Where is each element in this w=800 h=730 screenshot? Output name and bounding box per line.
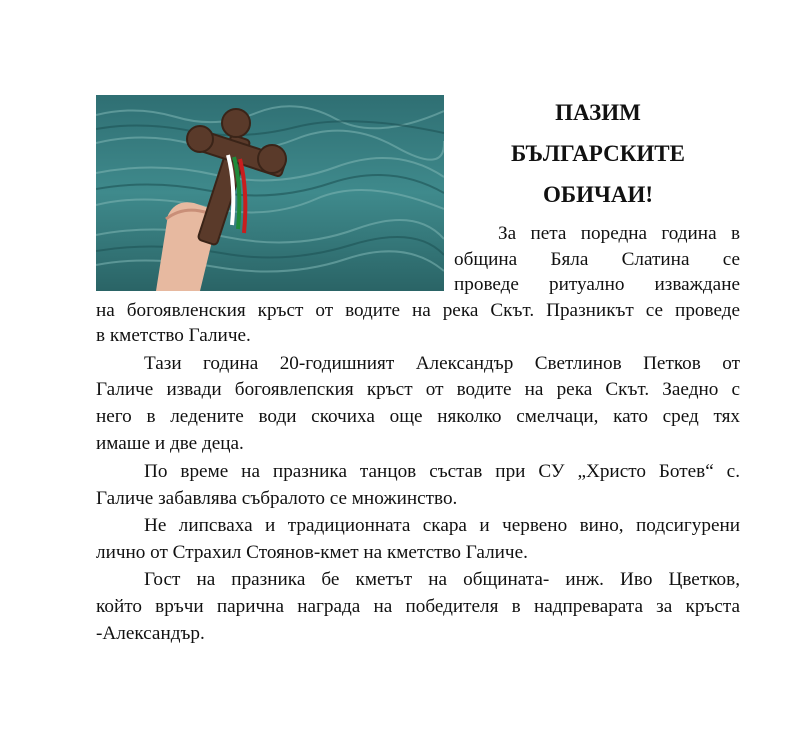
text-line: -Александър. (96, 623, 205, 644)
article-title (448, 92, 748, 215)
text-line: Гост на празника бе кметът на общината- инж. Иво Цветков, (144, 569, 740, 590)
title-line-3: ОБИЧАИ! (542, 182, 654, 207)
text-line: в кметство Галиче. (96, 325, 251, 346)
title-line-1: ПАЗИМ (555, 100, 641, 125)
text-line: него в ледените води скочиха още няколко смелчаци, като сред тях (96, 406, 740, 427)
text-line: По време на празника танцов състав при СУ „Христо Ботев“ с. (144, 461, 740, 482)
text-line: имаше и две деца. (96, 433, 244, 454)
text-line: За пета поредна година в (498, 223, 740, 244)
hand-holding-cross-icon (96, 95, 444, 291)
photo-cross-in-water (96, 95, 444, 291)
text-line: Тази година 20-годишният Александър Светлинов Петков от (144, 353, 740, 374)
title-line-2: БЪЛГАРСКИТЕ (511, 141, 685, 166)
text-line: който връчи парична награда на победителя в надпреварата за кръста (96, 596, 740, 617)
text-line: на богоявленския кръст от водите на река Скът. Празникът се проведе (96, 300, 740, 321)
text-line: лично от Страхил Стоянов-кмет на кметство Галиче. (96, 542, 528, 563)
text-line: Не липсваха и традиционната скара и червено вино, подсигурени (144, 515, 740, 536)
text-line: проведе ритуално изваждане (454, 274, 740, 295)
text-line: Галиче извади богоявлепския кръст от водите на река Скът. Заедно с (96, 379, 740, 400)
text-line: Галиче забавлява събралото се множинство. (96, 488, 458, 509)
text-line: община Бяла Слатина се (454, 249, 740, 270)
